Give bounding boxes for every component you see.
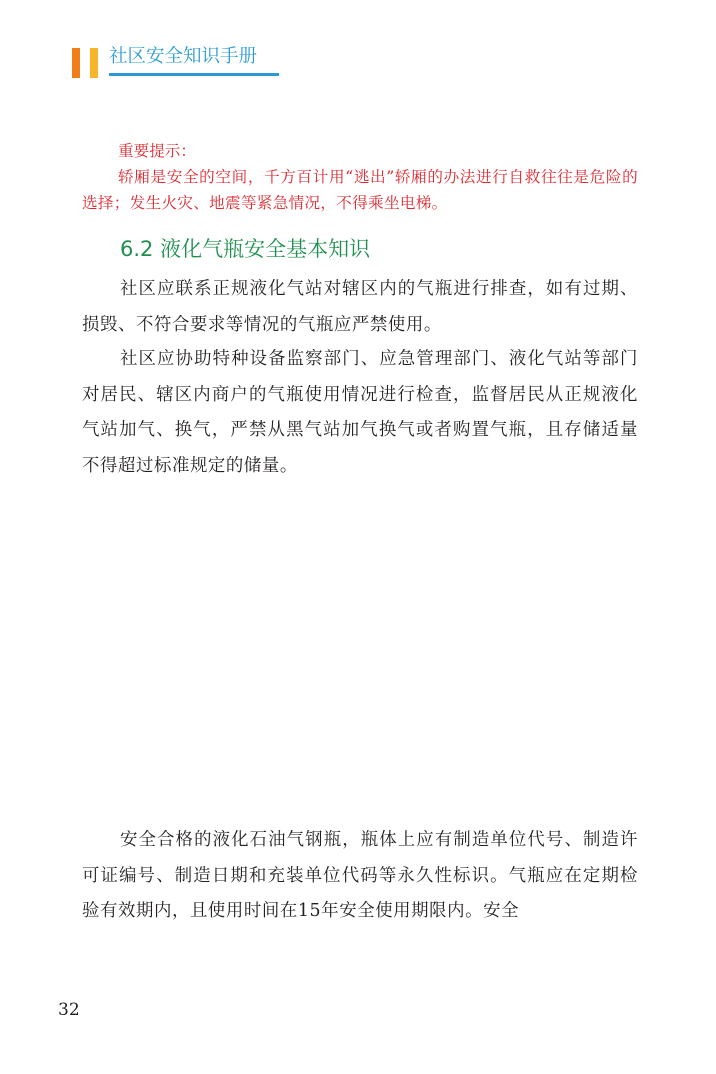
section-heading: 6.2 液化气瓶安全基本知识 [120, 237, 371, 261]
body-paragraph: 安全合格的液化石油气钢瓶，瓶体上应有制造单位代号、制造许可证编号、制造日期和充装单位代码等永久性标识。气瓶应在定期检验有效期内，且使用时间在15年安全使用期限内。安全 [82, 830, 638, 921]
tip-label: 重要提示： [118, 142, 196, 160]
important-tip [82, 138, 638, 216]
header-accent-bar-yellow [90, 48, 98, 78]
header-underline [109, 73, 279, 76]
header-accent-bar-orange [72, 48, 80, 78]
body-paragraph: 社区应协助特种设备监察部门、应急管理部门、液化气站等部门对居民、辖区内商户的气瓶使用情况进行检查，监督居民从正规液化气站加气、换气，严禁从黑气站加气换气或者购置气瓶，且存储适量不得超过标准规定的储量。 [82, 349, 638, 476]
tip-text: 轿厢是安全的空间，千方百计用“逃出”轿厢的办法进行自救往往是危险的选择；发生火灾、地震等紧急情况，不得乘坐电梯。 [82, 168, 638, 212]
page-number: 32 [58, 1000, 80, 1020]
body-paragraph: 社区应联系正规液化气站对辖区内的气瓶进行排查，如有过期、损毁、不符合要求等情况的气瓶应严禁使用。 [82, 279, 638, 335]
book-title: 社区安全知识手册 [109, 46, 258, 67]
running-header [72, 44, 292, 78]
